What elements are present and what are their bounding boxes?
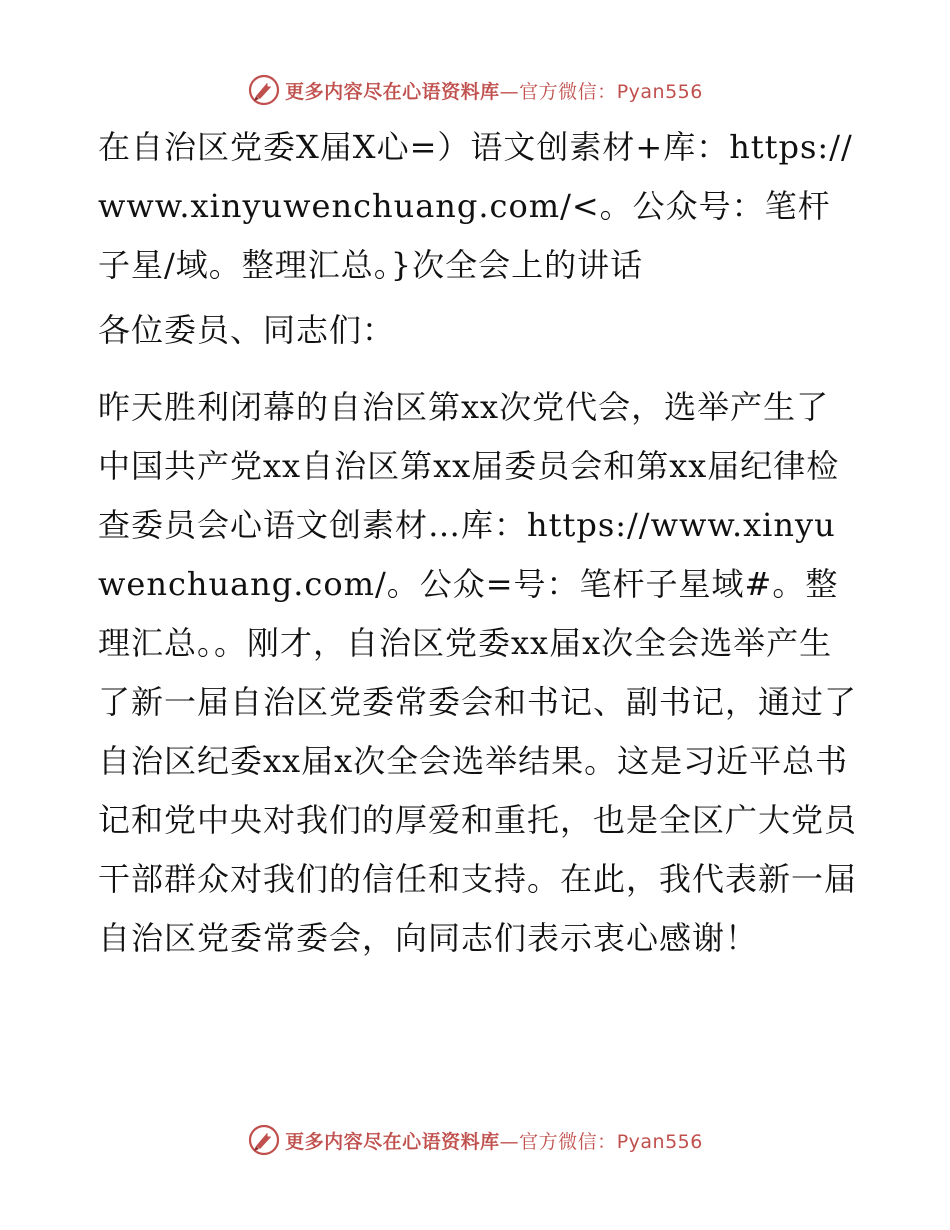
header-banner-title: 更多内容尽在心语资料库 — [285, 80, 500, 103]
footer-banner-dash: — — [499, 1130, 520, 1153]
speech-title-paragraph: 在自治区党委X届X心=）语文创素材+库：https://www.xinyuwenchuang.com/<。公众号：笔杆子星/域。整理汇总。}次全会上的讲话 — [98, 128, 853, 284]
footer-banner-id: Pyan556 — [616, 1130, 703, 1153]
header-banner-id: Pyan556 — [616, 80, 703, 103]
header-banner — [0, 70, 950, 110]
header-banner-wechat: 官方微信： — [519, 80, 617, 103]
salutation-paragraph: 各位委员、同志们： — [98, 311, 396, 349]
main-paragraph: 昨天胜利闭幕的自治区第xx次党代会，选举产生了中国共产党xx自治区第xx届委员会和第xx届纪律检查委员会心语文创素材…库：https://www.xinyuwenchuang.com/。公众=号：笔杆子星域#。整理汇总。。刚才，自治区党委xx届x次全会选举产生了新一届自治区党委常委会和书记、副书记，通过了自治区纪委xx届x次全会选举结果。这是习近平总书记和党中央对我们的厚爱和重托，也是全区广大党员干部群众对我们的信任和支持。在此，我代表新一届自治区党委常委会，向同志们表示衷心感谢！ — [98, 388, 858, 957]
header-banner-text — [285, 77, 703, 104]
footer-banner-text — [285, 1127, 703, 1154]
header-banner-dash: — — [499, 80, 520, 103]
footer-banner-wechat: 官方微信： — [519, 1130, 617, 1153]
document-body — [98, 118, 858, 968]
footer-banner-title: 更多内容尽在心语资料库 — [285, 1130, 500, 1153]
pen-logo-icon — [247, 73, 281, 107]
footer-banner — [0, 1120, 950, 1160]
pen-logo-icon — [247, 1123, 281, 1157]
